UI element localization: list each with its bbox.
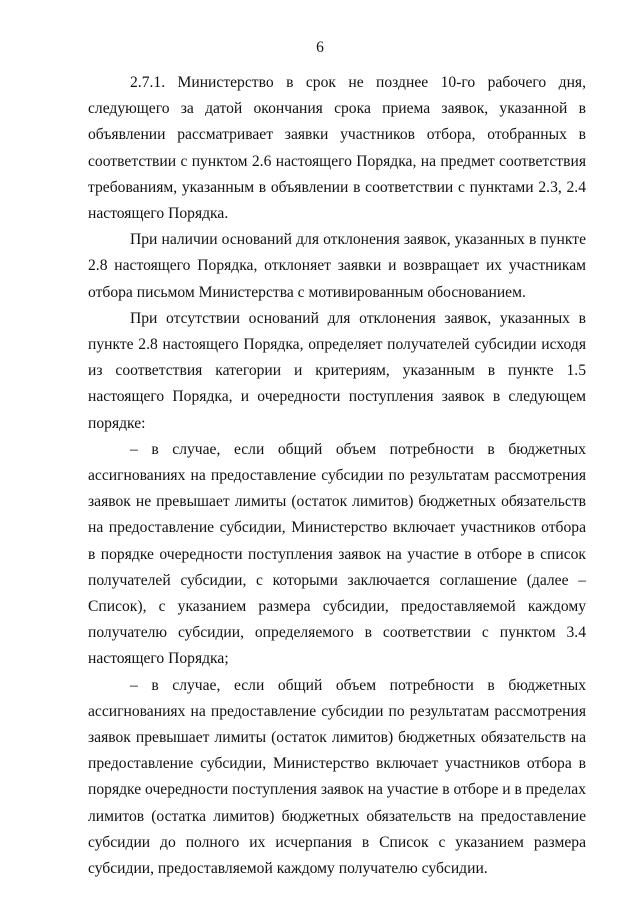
page-number: 6 — [316, 39, 324, 56]
list-item-within-limits: – в случае, если общий объем потребности в бюджетных ассигнованиях на предоставление субсидии по результатам рассмотрения заявок не превышает лимиты (остаток лимитов) бюджетных обязательств на предоставление субсидии, Министерство включает участников отбора в порядке очередности поступления заявок на участие в отборе в список получателей субсидии, с которыми заключается соглашение (далее – Список), с указанием размера субсидии, предоставляемой каждому получателю субсидии, определяемого в соответствии с пунктом 3.4 настоящего Порядка; — [88, 440, 586, 668]
paragraph-no-rejection-grounds: При отсутствии оснований для отклонения заявок, указанных в пункте 2.8 настоящего Порядка, определяет получателей субсидии исходя из соответствия категории и критериям, указанным в пункте 1.5 настоящего Порядка, и очередности поступления заявок в следующем порядке: — [88, 309, 586, 432]
paragraph-2-7-1: 2.7.1. Министерство в срок не позднее 10-го рабочего дня, следующего за датой окончания срока приема заявок, указанной в объявлении рассматривает заявки участников отбора, отобранных в соответствии с пунктом 2.6 настоящего Порядка, на предмет соответствия требованиям, указанным в объявлении в соответствии с пунктами 2.3, 2.4 настоящего Порядка. — [88, 74, 586, 223]
document-body — [88, 70, 586, 882]
paragraph-rejection-grounds: При наличии оснований для отклонения заявок, указанных в пункте 2.8 настоящего Порядка, отклоняет заявки и возвращает их участникам отбора письмом Министерства с мотивированным обоснованием. — [88, 231, 586, 301]
list-item-exceeds-limits: – в случае, если общий объем потребности в бюджетных ассигнованиях на предоставление субсидии по результатам рассмотрения заявок превышает лимиты (остаток лимитов) бюджетных обязательств на предоставление субсидии, Министерство включает участников отбора в порядке очередности поступления заявок на участие в отборе и в пределах лимитов (остатка лимитов) бюджетных обязательств на предоставление субсидии до полного их исчерпания в Список с указанием размера субсидии, предоставляемой каждому получателю субсидии. — [88, 676, 586, 878]
